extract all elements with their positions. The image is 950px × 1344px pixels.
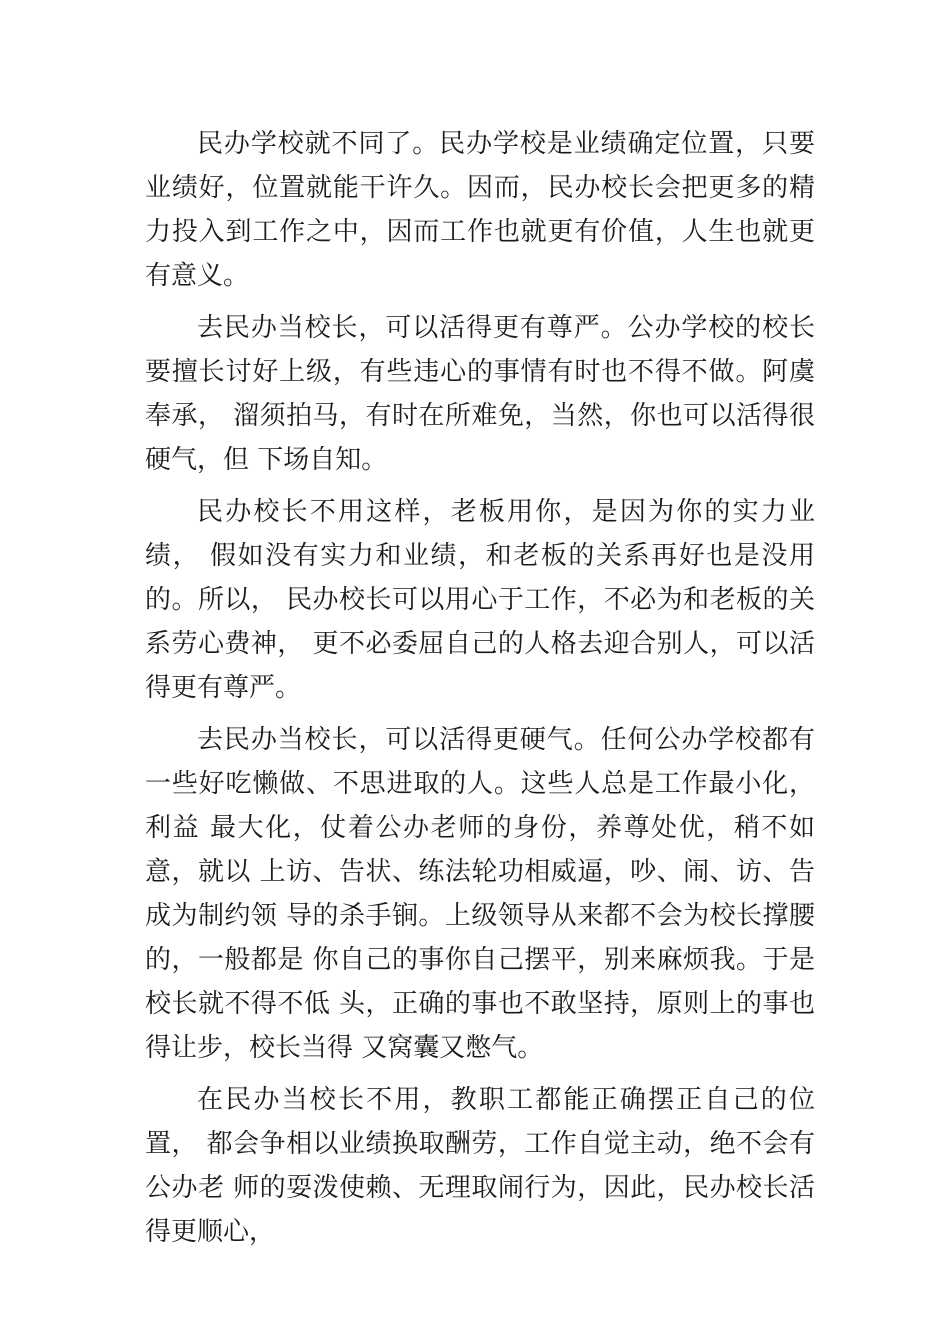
document-body xyxy=(145,122,815,1262)
paragraph-4: 去民办当校长，可以活得更硬气。任何公办学校都有一些好吃懒做、不思进取的人。这些人总是工作最小化，利益 最大化，仗着公办老师的身份，养尊处优，稍不如意，就以 上访、告状、练法轮功相威逼，吵、闹、访、告成为制约领 导的杀手锏。上级领导从来都不会为校长撑腰的，一般都是 你自己的事你自己摆平，别来麻烦我。于是校长就不得不低 头，正确的事也不敢坚持，原则上的事也得让步，校长当得 又窝囊又憋气。 xyxy=(145,725,815,1063)
paragraph-5: 在民办当校长不用，教职工都能正确摆正自己的位置， 都会争相以业绩换取酬劳，工作自觉主动，绝不会有公办老 师的耍泼使赖、无理取闹行为，因此，民办校长活得更顺心， xyxy=(145,1085,815,1247)
paragraph-3: 民办校长不用这样，老板用你，是因为你的实力业绩， 假如没有实力和业绩，和老板的关系再好也是没用的。所以， 民办校长可以用心于工作，不必为和老板的关系劳心费神， 更不必委屈自己的人格去迎合别人，可以活得更有尊严。 xyxy=(145,497,815,703)
paragraph-2: 去民办当校长，可以活得更有尊严。公办学校的校长要擅长讨好上级，有些违心的事情有时也不得不做。阿虞奉承， 溜须拍马，有时在所难免，当然，你也可以活得很硬气，但 下场自知。 xyxy=(145,313,815,475)
paragraph-1: 民办学校就不同了。民办学校是业绩确定位置，只要业绩好，位置就能干许久。因而，民办校长会把更多的精力投入到工作之中，因而工作也就更有价值，人生也就更有意义。 xyxy=(145,129,815,291)
